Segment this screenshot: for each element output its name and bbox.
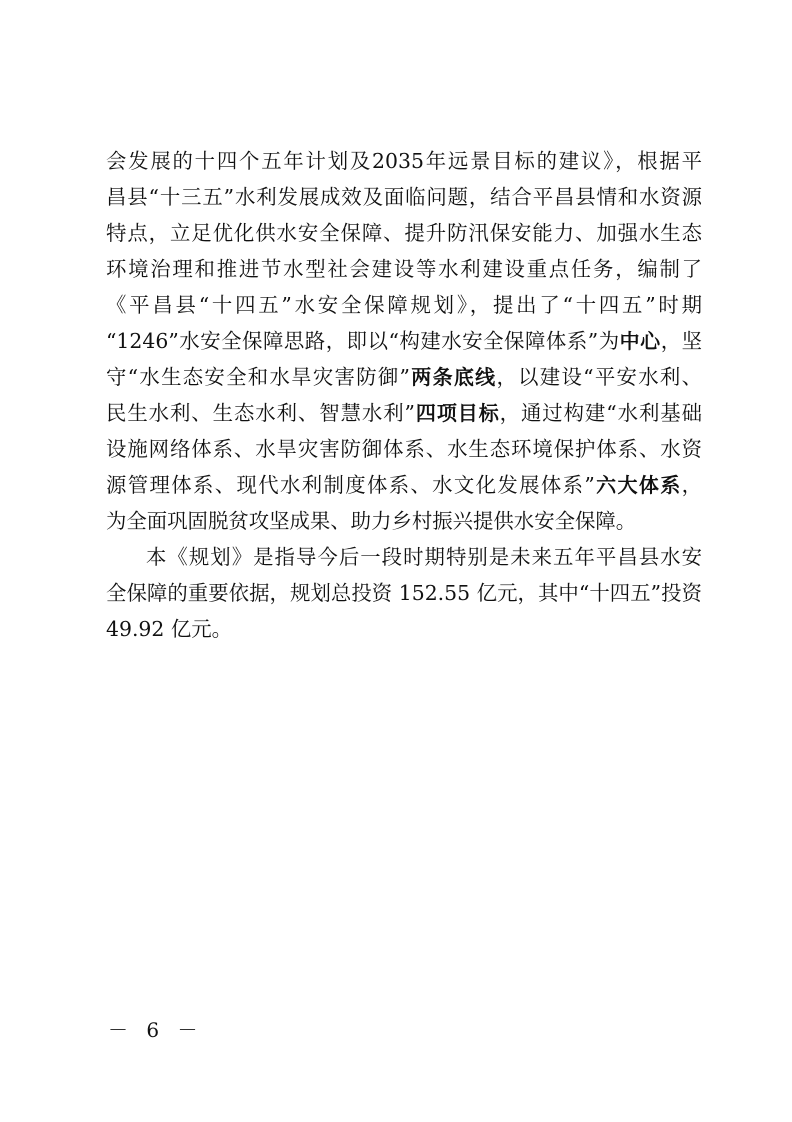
text-line: 环境治理和推进节水型社会建设等水利建设重点任务，编制了 xyxy=(106,257,702,281)
text-line: 全保障的重要依据，规划总投资 152.55 亿元，其中“十四五”投资 xyxy=(106,581,702,605)
page-number: － 6 － xyxy=(108,1018,204,1042)
text-line: 昌县“十三五”水利发展成效及面临问题，结合平昌县情和水资源 xyxy=(106,185,702,209)
bold-term: 两条底线 xyxy=(409,365,497,389)
text-line: 49.92 亿元。 xyxy=(106,617,233,641)
text-line: 守“水生态安全和水旱灾害防御”两条底线，以建设“平安水利、 xyxy=(106,365,702,389)
bold-term: 四项目标 xyxy=(414,401,500,425)
text-line: 本《规划》是指导今后一段时期特别是未来五年平昌县水安 xyxy=(146,545,702,569)
text-line: 源管理体系、现代水利制度体系、水文化发展体系”六大体系， xyxy=(106,473,702,497)
text-line: 为全面巩固脱贫攻坚成果、助力乡村振兴提供水安全保障。 xyxy=(106,509,637,533)
text-line: 特点，立足优化供水安全保障、提升防汛保安能力、加强水生态 xyxy=(106,221,702,245)
bold-term: 中心 xyxy=(619,329,661,353)
bold-term: 六大体系 xyxy=(594,473,682,497)
text-line: “1246”水安全保障思路，即以“构建水安全保障体系”为中心，坚 xyxy=(106,329,702,353)
text-line: 设施网络体系、水旱灾害防御体系、水生态环境保护体系、水资 xyxy=(106,437,702,461)
text-line: 会发展的十四个五年计划及2035年远景目标的建议》，根据平 xyxy=(106,149,702,173)
body-text xyxy=(106,143,702,647)
text-line: 民生水利、生态水利、智慧水利”四项目标，通过构建“水利基础 xyxy=(106,401,702,425)
text-line: 《平昌县“十四五”水安全保障规划》，提出了“十四五”时期 xyxy=(106,293,702,317)
